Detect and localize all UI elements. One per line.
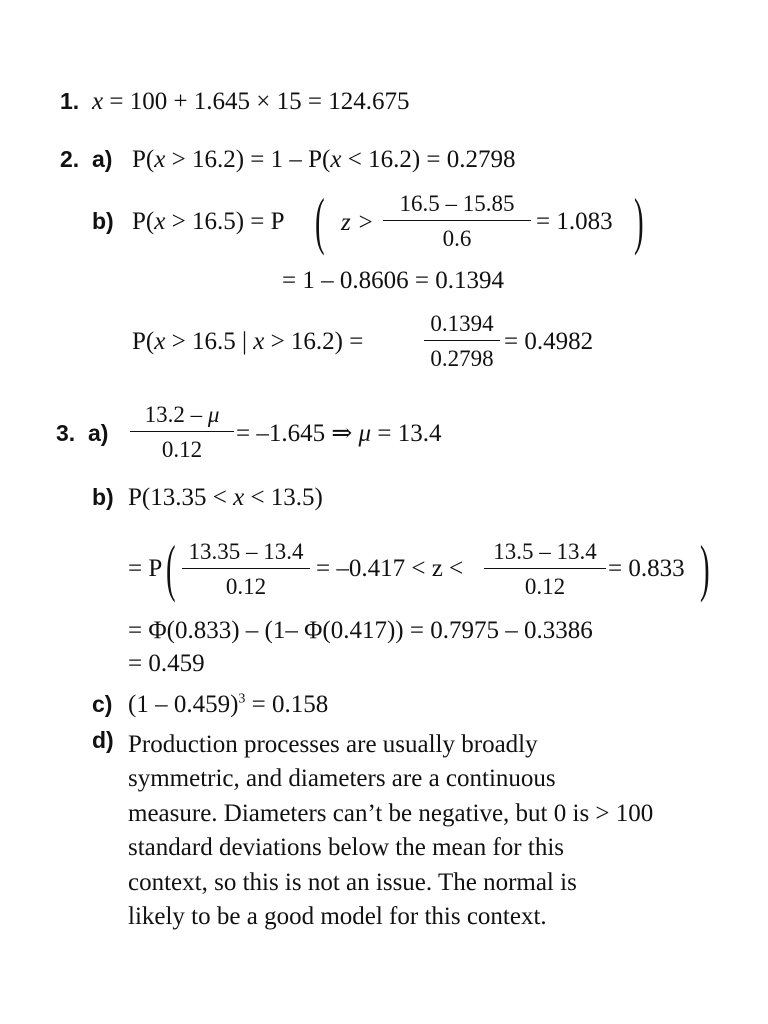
left-paren: ( [166,532,176,603]
fraction-denominator: 0.12 [161,437,203,462]
text: > 16.5) = P [165,208,285,235]
part-3d-label: d) [92,727,114,753]
fraction-conditional [424,312,500,370]
part-3b-line3: = Φ(0.833) – (1– Φ(0.417)) = 0.7975 – 0.3386 [128,617,593,644]
text: > 16.2) = 1 – P( [165,146,331,173]
text: P( [132,208,155,235]
part-2b-result: = 1.083 [536,208,613,235]
text: = 0.158 [245,691,329,718]
paragraph-line: measure. Diameters can’t be negative, but 0 is > 100 [128,799,654,827]
part-3c-equation [128,692,328,717]
variable-x: x [92,88,104,115]
question-3-number: 3. [56,420,76,446]
part-3d-paragraph [128,728,728,934]
part-2a-equation [132,147,516,172]
part-3b-middle: = –0.417 < z < [316,555,464,582]
mu-symbol: μ [358,420,372,447]
part-3b-label: b) [92,484,114,510]
part-2b-line2: = 1 – 0.8606 = 0.1394 [282,267,504,294]
fraction-2b [383,192,531,250]
variable-x: x [330,146,342,173]
text: = 13.4 [371,420,442,447]
variable-x: x [154,208,166,235]
paragraph-line: standard deviations below the mean for this [128,834,564,862]
question-1-number: 1. [60,88,80,114]
fraction-3a [130,403,234,461]
variable-x: x [233,484,245,511]
text: 13.2 – [144,402,208,427]
text: < 13.5) [244,484,323,511]
z-inequality: z > [341,209,374,236]
part-3c-label: c) [92,691,113,717]
text: P( [132,328,155,355]
fraction-3b-first [182,540,310,598]
part-2b-lhs [132,209,285,234]
right-paren: ) [700,532,710,603]
fraction-denominator: 0.12 [225,574,267,599]
fraction-3b-second [484,540,606,598]
left-paren: ( [315,185,325,256]
paragraph-line: Production processes are usually broadly [128,731,538,758]
text: < 16.2) = 0.2798 [341,146,516,173]
part-3b-line4: = 0.459 [128,650,205,677]
mu-symbol: μ [207,402,220,427]
part-3b-line1 [128,485,323,510]
conditional-lhs [132,329,363,354]
text: > 16.2) = [264,328,364,355]
right-paren: ) [634,185,644,256]
fraction-denominator: 0.12 [524,574,566,599]
exponent: 3 [238,691,246,707]
fraction-numerator: 0.1394 [430,311,494,336]
text: > 16.5 | [165,328,254,355]
fraction-numerator [130,403,234,431]
fraction-denominator: 0.2798 [430,346,494,371]
fraction-numerator: 16.5 – 15.85 [399,191,515,216]
paragraph-line: symmetric, and diameters are a continuous [128,765,556,793]
part-3b-prefix: = P [128,555,163,582]
question-2-number: 2. [60,146,80,172]
part-3a-result [236,421,441,446]
text: P(13.35 < [128,484,234,511]
part-3a-label: a) [88,420,109,446]
paragraph-line: likely to be a good model for this context. [128,903,547,931]
fraction-denominator: 0.6 [442,226,472,251]
variable-x: x [154,328,166,355]
conditional-result: = 0.4982 [504,328,594,355]
text: = –1.645 ⇒ [236,420,359,447]
part-2a-label: a) [92,146,113,172]
variable-x: x [154,146,166,173]
part-3b-result: = 0.833 [608,555,685,582]
text: P( [132,146,155,173]
fraction-numerator: 13.5 – 13.4 [493,539,597,564]
text: (1 – 0.459) [128,691,239,718]
fraction-numerator: 13.35 – 13.4 [188,539,304,564]
variable-x: x [253,328,265,355]
part-2b-label: b) [92,208,114,234]
paragraph-line: context, so this is not an issue. The normal is [128,868,577,896]
question-1-equation [92,89,410,114]
q1-expression: = 100 + 1.645 × 15 = 124.675 [109,88,410,115]
